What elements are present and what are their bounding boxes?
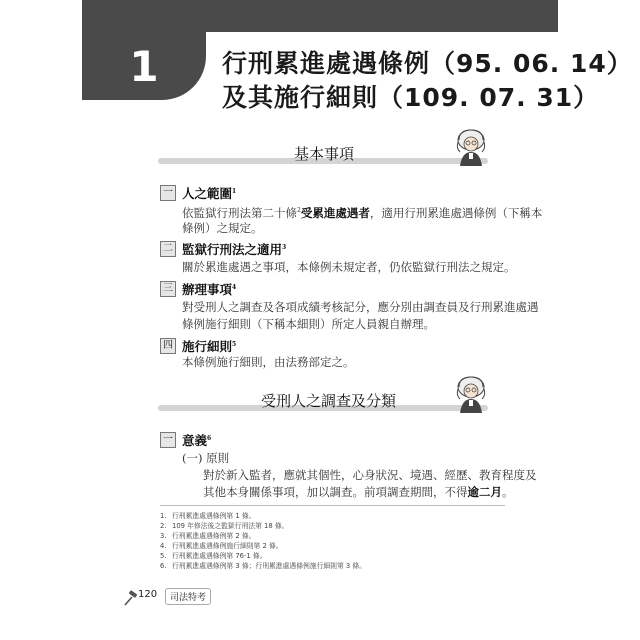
item-body: 其他本身關係事項，加以調查。前項調查期間，不得逾二月。 xyxy=(203,485,514,499)
book-tag: 司法特考 xyxy=(165,588,211,605)
chapter-title-line2: 及其施行細則（109. 07. 31） xyxy=(222,83,600,112)
footnote: 4. 行刑累進處遇條例施行細則第 2 條。 xyxy=(160,542,283,550)
judge-icon xyxy=(454,128,488,166)
item-number-box: 一 xyxy=(160,185,176,201)
item-body: 對於新入監者，應就其個性，心身狀況、境遇、經歷、教育程度及 xyxy=(203,468,537,482)
judge-icon xyxy=(454,375,488,413)
item-number-box: 四 xyxy=(160,338,176,354)
chapter-title-line1: 行刑累進處遇條例（95. 06. 14） xyxy=(222,49,633,78)
item-body: 依監獄行刑法第二十條$^2$受累進處遇者，適用行刑累進處遇條例（下稱本 xyxy=(182,205,543,220)
section-title: 受刑人之調查及分類 xyxy=(261,392,397,410)
item-heading: 監獄行刑法之適用$^3$ xyxy=(182,242,287,257)
item-heading: 意義$^6$ xyxy=(182,433,212,448)
item-body: 條例）之規定。 xyxy=(182,221,263,235)
page-number: 120 xyxy=(138,589,158,600)
item-body: 關於累進處遇之事項，本條例未規定者，仍依監獄行刑法之規定。 xyxy=(182,260,516,274)
footnote: 3. 行刑累進處遇條例第 2 條。 xyxy=(160,532,256,540)
item-body: 條例施行細則（下稱本細則）所定人員親自辦理。 xyxy=(182,317,435,331)
header-bar xyxy=(82,0,558,32)
item-heading: 人之範圍$^1$ xyxy=(182,186,237,201)
footnote: 6. 行刑累進處遇條例第 3 條；行刑累進處遇條例施行細則第 3 條。 xyxy=(160,562,367,570)
item-body: 對受刑人之調查及各項成績考核記分，應分別由調查員及行刑累進處遇 xyxy=(182,300,539,314)
item-body: 本條例施行細則，由法務部定之。 xyxy=(182,355,355,369)
item-number-box: 二 xyxy=(160,241,176,257)
chapter-number: 1 xyxy=(129,41,159,91)
footnote: 5. 行刑累進處遇條例第 76-1 條。 xyxy=(160,552,267,560)
item-number-box: 一 xyxy=(160,432,176,448)
item-number-box: 三 xyxy=(160,281,176,297)
footnote-rule xyxy=(160,505,505,506)
sub-heading: (一) 原則 xyxy=(182,451,230,465)
item-heading: 辦理事項$^4$ xyxy=(182,282,237,297)
item-heading: 施行細則$^5$ xyxy=(182,339,237,354)
footnote: 1. 行刑累進處遇條例第 1 條。 xyxy=(160,512,256,520)
section-title: 基本事項 xyxy=(294,145,355,163)
footnote: 2. 109 年修法後之監獄行刑法第 18 條。 xyxy=(160,522,289,530)
